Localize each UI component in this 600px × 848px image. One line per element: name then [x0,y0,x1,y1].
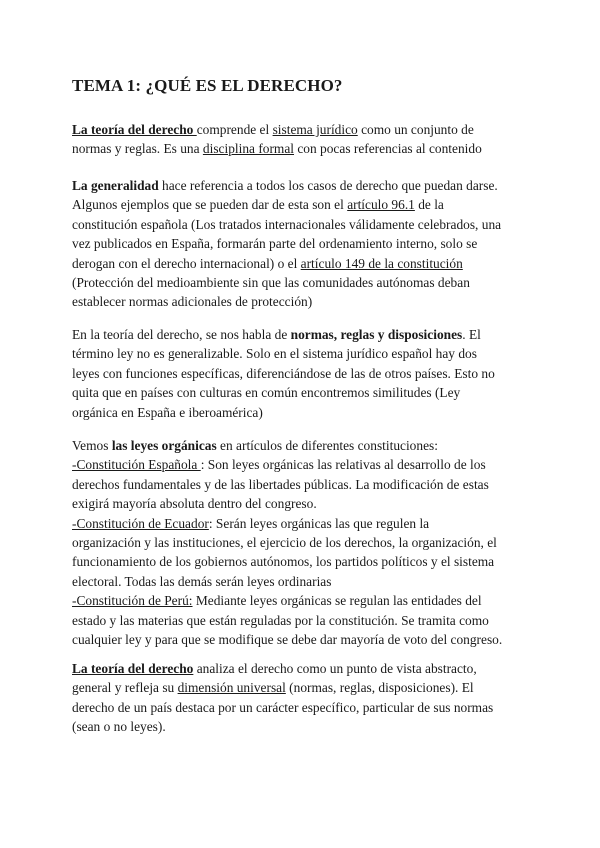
text-line: exigirá mayoría absoluta dentro del congreso. [72,496,317,512]
heading-constitucion-peru: -Constitución de Perú: [72,593,193,609]
text-line: derecho de un país destaca por un carácter específico, particular de sus normas [72,699,494,715]
text-line: estado y las materias que están reguladas por la constitución. Se tramita como [72,612,489,628]
text-line: La generalidad hace referencia a todos los casos de derecho que puedan darse. [72,178,498,193]
link-articulo-96-1: artículo 96.1 [347,197,415,213]
text-line: -Constitución de Perú: Mediante leyes orgánicas se regulan las entidades del [72,593,482,609]
text-line: Algunos ejemplos que se pueden dar de esta son el artículo 96.1 de la [72,197,444,213]
paragraph-intro [72,120,532,159]
text-line: organización y las instituciones, el ejercicio de los derechos, la organización, el [72,535,497,551]
text-line: quita que en países con culturas en común encontremos similitudes (Ley [72,385,461,401]
text-line: general y refleja su dimensión universal (normas, reglas, disposiciones). El [72,680,474,696]
link-articulo-149: artículo 149 de la constitución [300,255,463,271]
term-generalidad: La generalidad [72,178,159,193]
term-sistema-juridico: sistema jurídico [272,122,358,137]
text-line: electoral. Todas las demás serán leyes ordinarias [72,573,332,589]
text-line: (Protección del medioambiente sin que las comunidades autónomas deban [72,275,470,291]
term-teoria-derecho-2: La teoría del derecho [72,661,194,676]
text-line: vez publicados en España, formarán parte del ordenamiento interno, solo se [72,236,478,252]
text-line: derechos fundamentales y de las libertades públicas. La modificación de estas [72,476,489,492]
heading-constitucion-ecuador: -Constitución de Ecuador [72,515,209,531]
paragraph-generalidad [72,176,532,312]
text-line: La teoría del derecho comprende el sistema jurídico como un conjunto de [72,122,474,137]
text-line: (sean o no leyes). [72,719,166,735]
page-title: TEMA 1: ¿QUÉ ES EL DERECHO? [72,76,343,95]
text-line: cualquier ley y para que se modifique se debe dar mayoría de voto del congreso. [72,632,503,648]
text-line: término ley no es generalizable. Solo en el sistema jurídico español hay dos [72,346,477,362]
text-line: leyes con funciones específicas, diferenciándose de las de otros países. Esto no [72,365,495,381]
term-teoria-derecho: La teoría del derecho [72,122,197,137]
paragraph-normas [72,325,532,422]
term-disciplina-formal: disciplina formal [202,141,295,157]
text-line: derogan con el derecho internacional) o el artículo 149 de la constitución [72,255,463,271]
text-line: funcionamiento de los gobiernos autónomos, los partidos políticos y el sistema [72,554,495,570]
term-normas-reglas: normas, reglas y disposiciones [290,327,463,342]
paragraph-teoria-analiza [72,659,532,737]
paragraph-leyes-organicas [72,436,532,649]
text-line: En la teoría del derecho, se nos habla de normas, reglas y disposiciones. El [72,327,481,342]
text-line: normas y reglas. Es una disciplina formal con pocas referencias al contenido [72,141,482,157]
text-line: orgánica en España e iberoamérica) [72,404,263,420]
text-line: La teoría del derecho analiza el derecho como un punto de vista abstracto, [72,661,477,676]
text-line: establecer normas adicionales de protección) [72,294,313,310]
text-line: Vemos las leyes orgánicas en artículos de diferentes constituciones: [72,438,438,453]
term-dimension-universal: dimensión universal [177,680,286,696]
term-leyes-organicas: las leyes orgánicas [111,438,217,453]
text-line: -Constitución de Ecuador: Serán leyes orgánicas las que regulen la [72,515,430,531]
text-line: constitución española (Los tratados internacionales válidamente celebrados, una [72,216,502,232]
text-line: -Constitución Española : Son leyes orgánicas las relativas al desarrollo de los [72,457,486,473]
heading-constitucion-espanola: -Constitución Española [72,457,201,473]
